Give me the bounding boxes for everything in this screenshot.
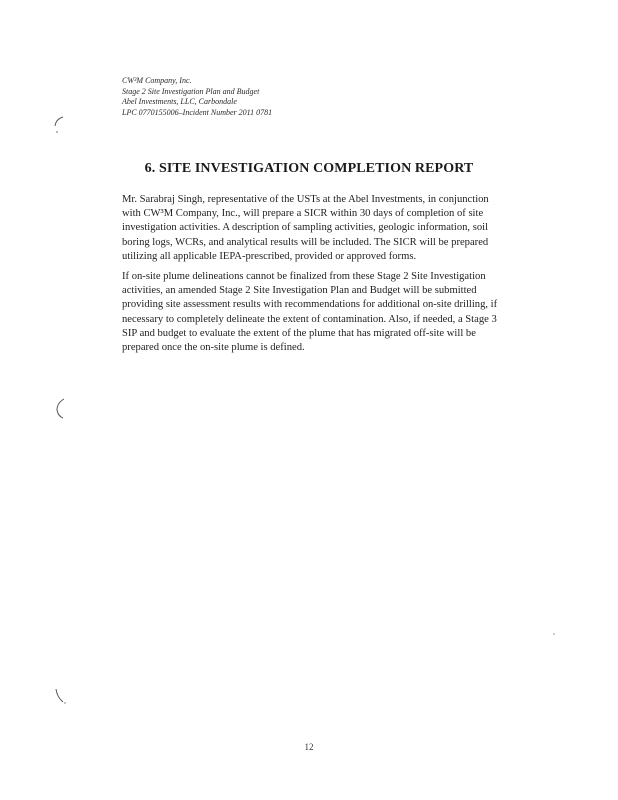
paragraph-line: Mr. Sarabraj Singh, representative of the USTs at the Abel Investments, in conjunction — [122, 194, 489, 205]
paragraph-line: utilizing all applicable IEPA-prescribed, provided or approved forms. — [122, 250, 417, 262]
binder-hole-mark-middle — [54, 398, 68, 420]
header-site: Abel Investments, LLC, Carbondale — [122, 97, 237, 106]
paragraph-2 — [122, 270, 542, 355]
section-title: 6. SITE INVESTIGATION COMPLETION REPORT — [144, 161, 474, 176]
speck-mark — [552, 632, 556, 636]
paragraph-line: providing site assessment results with recommendations for additional on-site drilling, if — [122, 299, 498, 311]
paragraph-line: activities, an amended Stage 2 Site Investigation Plan and Budget will be submitted — [122, 285, 477, 297]
paragraph-line: If on-site plume delineations cannot be finalized from these Stage 2 Site Investigation — [122, 271, 486, 282]
binder-hole-mark-top — [52, 116, 66, 136]
page-number: 12 — [304, 742, 314, 752]
paragraph-line: prepared once the on-site plume is defined. — [122, 342, 305, 354]
document-header — [122, 76, 442, 118]
header-plan-title: Stage 2 Site Investigation Plan and Budget — [122, 86, 260, 96]
paragraph-line: necessary to completely delineate the extent of contamination. Also, if needed, a Stage 3 — [122, 313, 497, 325]
paragraph-line: SIP and budget to evaluate the extent of the plume that has migrated off-site will be — [122, 327, 476, 339]
paragraph-line: investigation activities. A description of sampling activities, geologic information, soil — [122, 222, 489, 234]
binder-hole-mark-bottom — [54, 688, 68, 706]
paragraph-1 — [122, 193, 542, 264]
header-company: CW³M Company, Inc. — [122, 76, 192, 85]
header-incident: LPC 0770155006–Incident Number 2011 0781 — [122, 107, 273, 117]
paragraph-line: with CW³M Company, Inc., will prepare a SICR within 30 days of completion of site — [122, 208, 484, 220]
paragraph-line: boring logs, WCRs, and analytical results will be included. The SICR will be prepared — [122, 236, 489, 248]
